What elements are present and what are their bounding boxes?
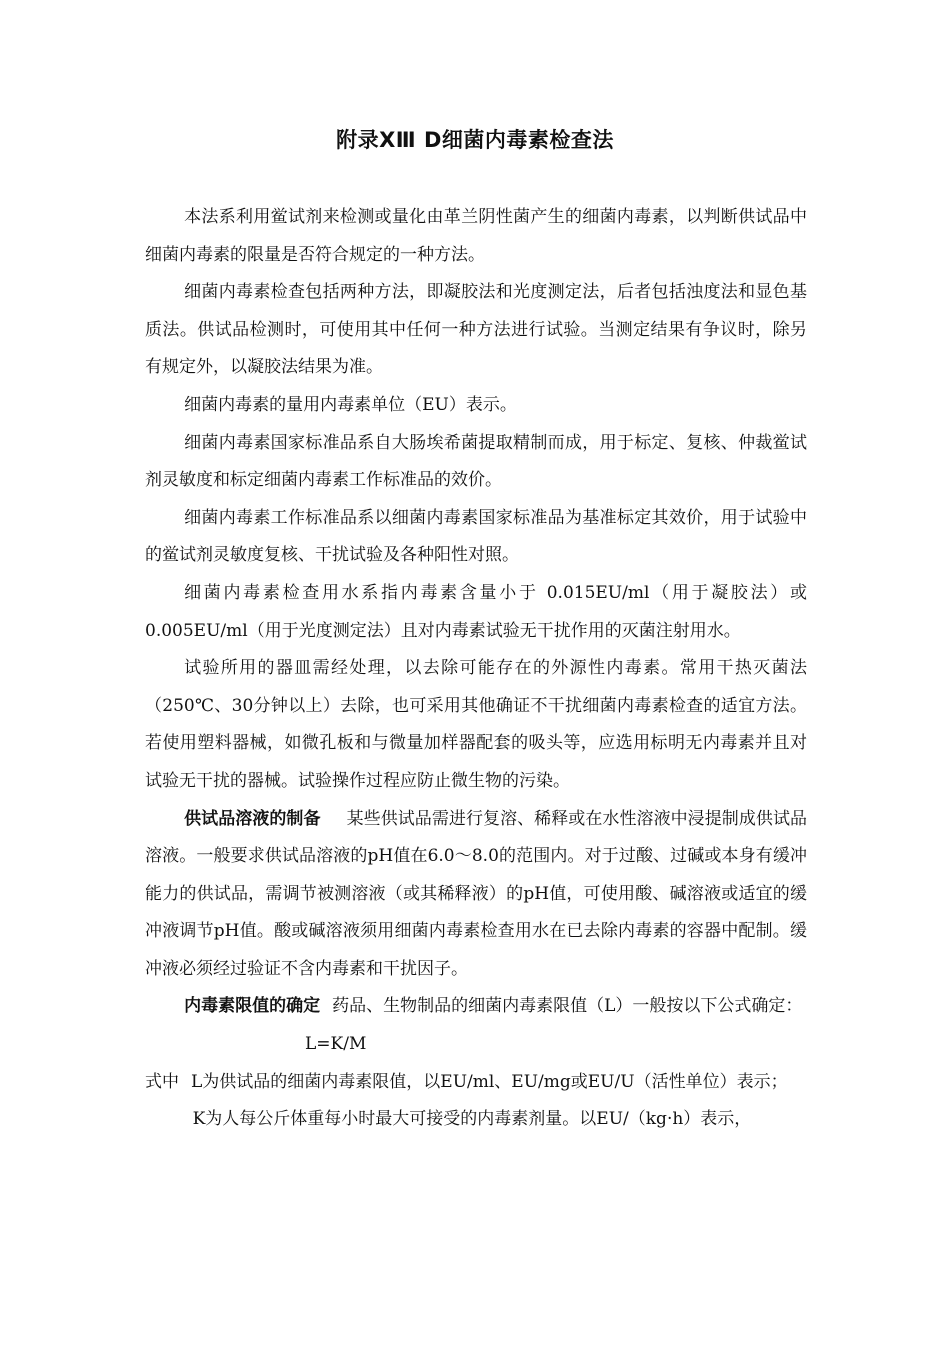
section-lead-sample-preparation: 供试品溶液的制备 (184, 808, 321, 829)
paragraph-two-methods: 细菌内毒素检查包括两种方法，即凝胶法和光度测定法，后者包括浊度法和显色基质法。供试品检测时，可使用其中任何一种方法进行试验。当测定结果有争议时，除另有规定外，以凝胶法结果为准。 (145, 282, 807, 378)
paragraph-method-intro: 本法系利用鲎试剂来检测或量化由革兰阴性菌产生的细菌内毒素，以判断供试品中细菌内毒素的限量是否符合规定的一种方法。 (145, 207, 807, 265)
document-title: 附录ⅩⅢ D细菌内毒素检查法 (336, 128, 614, 152)
paragraph-k-definition: K为人每公斤体重每小时最大可接受的内毒素剂量。以EU/（kg·h）表示， (192, 1109, 752, 1130)
paragraph-test-water: 细菌内毒素检查用水系指内毒素含量小于 0.015EU/ml（用于凝胶法）或0.005EU/ml（用于光度测定法）且对内毒素试验无干扰作用的灭菌注射用水。 (145, 582, 807, 641)
paragraph-sample-preparation (145, 801, 807, 989)
sample-preparation-text: 某些供试品需进行复溶、稀释或在水性溶液中浸提制成供试品溶液。一般要求供试品溶液的pH值在6.0～8.0的范围内。对于过酸、过碱或本身有缓冲能力的供试品，需调节被测溶液（或其稀释液）的pH值，可使用酸、碱溶液或适宜的缓冲液调节pH值。酸或碱溶液须用细菌内毒素检查用水在已去除内毒素的容器中配制。缓冲液必须经过验证不含内毒素和干扰因子。 (145, 808, 808, 979)
paragraph-national-standard: 细菌内毒素国家标准品系自大肠埃希菌提取精制而成，用于标定、复核、仲裁鲎试剂灵敏度和标定细菌内毒素工作标准品的效价。 (145, 432, 807, 491)
l-definition-text: L为供试品的细菌内毒素限值，以EU/ml、EU/mg或EU/U（活性单位）表示； (191, 1071, 788, 1092)
endotoxin-limit-text: 药品、生物制品的细菌内毒素限值（L）一般按以下公式确定： (332, 996, 803, 1017)
paragraph-apparatus: 试验所用的器皿需经处理，以去除可能存在的外源性内毒素。常用干热灭菌法（250℃、30分钟以上）去除，也可采用其他确证不干扰细菌内毒素检查的适宜方法。若使用塑料器械，如微孔板和与微量加样器配套的吸头等，应选用标明无内毒素并且对试验无干扰的器械。试验操作过程应防止微生物的污染。 (145, 658, 807, 791)
section-lead-endotoxin-limit: 内毒素限值的确定 (184, 996, 321, 1017)
formula: L=K/M (305, 1034, 367, 1055)
l-definition-prefix: 式中 (145, 1071, 179, 1092)
paragraph-l-definition (145, 1064, 807, 1102)
paragraph-eu-unit: 细菌内毒素的量用内毒素单位（EU）表示。 (184, 394, 517, 415)
paragraph-working-standard: 细菌内毒素工作标准品系以细菌内毒素国家标准品为基准标定其效价，用于试验中的鲎试剂灵敏度复核、干扰试验及各种阳性对照。 (145, 507, 807, 566)
paragraph-endotoxin-limit (145, 988, 807, 1026)
document-body (145, 199, 807, 1139)
